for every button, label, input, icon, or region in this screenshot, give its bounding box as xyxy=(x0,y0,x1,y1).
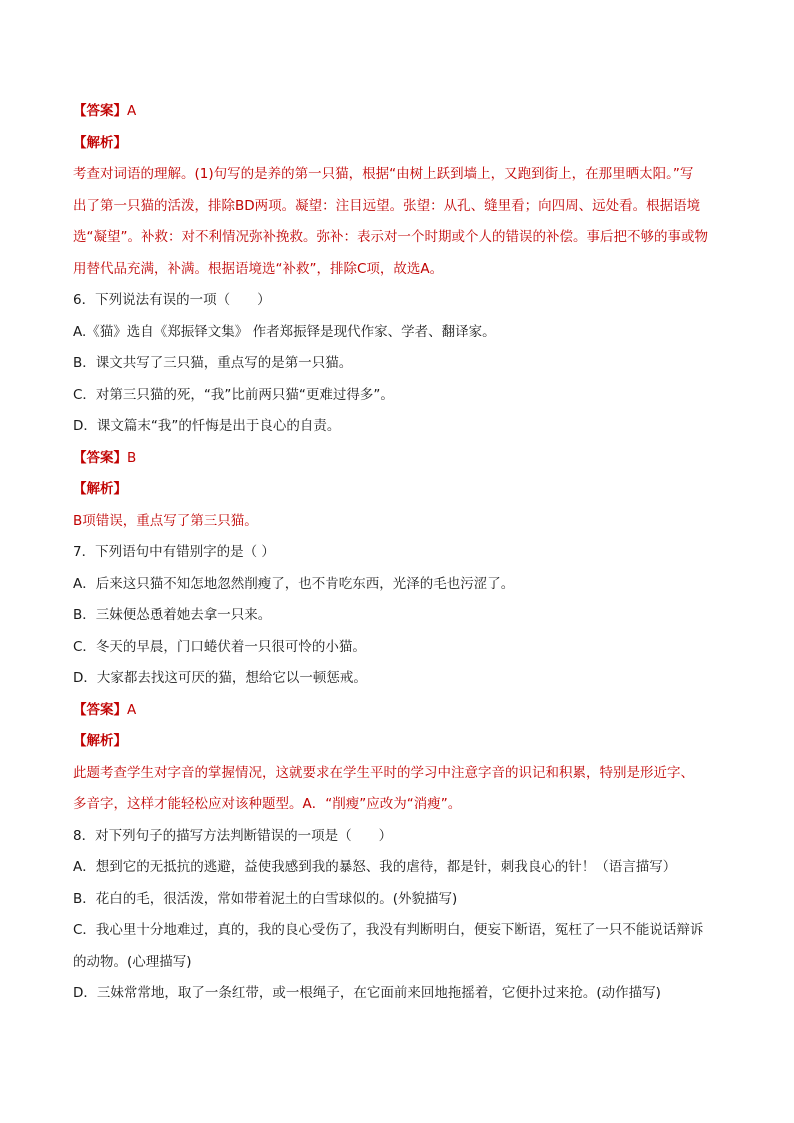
analysis-text-line: 此题考查学生对字音的掌握情况，这就要求在学生平时的学习中注意字音的识记和积累，特别是形近字、 xyxy=(73,764,694,781)
analysis-tag: 【解析】 xyxy=(73,733,127,749)
analysis-tag: 【解析】 xyxy=(73,134,127,151)
option-line: D．三妹常常地，取了一条红带，或一根绳子，在它面前来回地拖摇着，它便扑过来抢。(动作描写) xyxy=(73,985,661,1001)
question-7: 7．下列语句中有错别字的是（ ） xyxy=(73,544,275,560)
q5-answer-line xyxy=(73,96,721,128)
analysis-text-line: 用替代品充满，补满。根据语境选“补救”，排除C项，故选A。 xyxy=(73,260,444,277)
option-line: C．我心里十分地难过，真的，我的良心受伤了，我没有判断明白，便妄下断语，冤枉了一只不能说话辩诉 xyxy=(73,922,704,938)
q6-answer-line xyxy=(73,443,721,475)
answer-tag: 【答案】 xyxy=(73,701,127,718)
option-line: 的动物。(心理描写) xyxy=(73,953,192,970)
answer-tag: 【答案】 xyxy=(73,449,127,466)
q7-answer-line xyxy=(73,695,721,727)
option-line: B．花白的毛，很活泼，常如带着泥土的白雪球似的。(外貌描写) xyxy=(73,890,458,907)
analysis-text-line: 选“凝望”。补救：对不利情况弥补挽救。弥补：表示对一个时期或个人的错误的补偿。事后把不够的事或物 xyxy=(73,229,708,245)
option-line: D．大家都去找这可厌的猫，想给它以一顿惩戒。 xyxy=(73,670,367,686)
option-line: A．想到它的无抵抗的逃避，益使我感到我的暴怒、我的虐待，都是针，刺我良心的针！（语言描写） xyxy=(73,859,677,875)
analysis-text-line: 多音字，这样才能轻松应对该种题型。A．“削瘦”应改为“消瘦”。 xyxy=(73,796,462,812)
question-6: 6．下列说法有误的一项（ ） xyxy=(73,292,271,308)
answer-value: A xyxy=(127,103,137,119)
q5-analysis-tag-line xyxy=(73,128,721,160)
option-line: D．课文篇末“我”的忏悔是出于良心的自责。 xyxy=(73,418,341,434)
q7-analysis-tag-line xyxy=(73,726,721,758)
answer-tag: 【答案】 xyxy=(73,103,127,119)
option-line: A.《猫》选自《郑振铎文集》 作者郑振铎是现代作家、学者、翻译家。 xyxy=(73,323,496,340)
option-line: A．后来这只猫不知怎地忽然削瘦了，也不肯吃东西，光泽的毛也污涩了。 xyxy=(73,575,515,592)
answer-value: B xyxy=(127,449,137,466)
option-line: B．三妹便怂恿着她去拿一只来。 xyxy=(73,607,272,623)
analysis-text-line: 出了第一只猫的活泼，排除BD两项。凝望：注目远望。张望：从孔、缝里看；向四周、远处看。根据语境 xyxy=(73,197,701,214)
analysis-text-line: 考查对词语的理解。(1)句写的是养的第一只猫，根据“由树上跃到墙上，又跑到街上，在那里晒太阳。”写 xyxy=(73,166,694,182)
document-page xyxy=(73,96,721,1010)
q6-analysis-tag-line xyxy=(73,474,721,506)
answer-value: A xyxy=(127,701,137,718)
option-line: B．课文共写了三只猫，重点写的是第一只猫。 xyxy=(73,355,353,371)
analysis-text-line: B项错误，重点写了第三只猫。 xyxy=(73,512,258,529)
analysis-tag: 【解析】 xyxy=(73,481,127,497)
option-line: C．冬天的早晨，门口蜷伏着一只很可怜的小猫。 xyxy=(73,638,366,655)
option-line: C．对第三只猫的死，“我”比前两只猫“更难过得多”。 xyxy=(73,386,394,403)
question-8: 8．对下列句子的描写方法判断错误的一项是（ ） xyxy=(73,827,393,844)
